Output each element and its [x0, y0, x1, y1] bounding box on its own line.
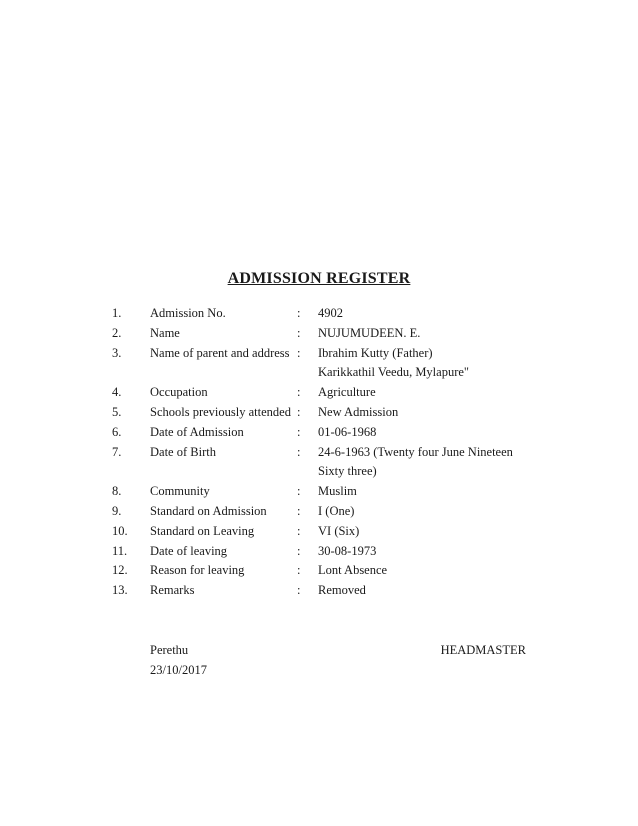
row-value: Karikkathil Veedu, Mylapure" — [318, 365, 470, 380]
row-value: Lont Absence — [318, 563, 388, 578]
row-number: 2. — [112, 325, 122, 340]
row-number: 6. — [112, 424, 122, 439]
register-row — [0, 524, 638, 544]
row-value: 01-06-1968 — [318, 424, 377, 439]
row-colon: : — [297, 306, 301, 320]
register-row — [0, 306, 638, 326]
register-row — [0, 563, 638, 583]
row-colon: : — [297, 444, 301, 459]
row-number: 3. — [112, 345, 122, 360]
row-colon: : — [297, 484, 301, 499]
row-colon: : — [297, 503, 301, 518]
row-label: Community — [150, 484, 210, 499]
row-value: Sixty three) — [318, 464, 377, 479]
row-number: 1. — [112, 306, 122, 320]
row-label: Remarks — [150, 583, 195, 598]
row-colon: : — [297, 424, 301, 439]
row-label: Schools previously attended — [150, 404, 291, 419]
register-row-continuation — [0, 365, 638, 385]
register-row-continuation — [0, 464, 638, 484]
row-label: Date of Birth — [150, 444, 216, 459]
row-value: New Admission — [318, 404, 399, 419]
row-value: Removed — [318, 583, 366, 598]
register-row — [0, 326, 638, 346]
row-number: 11. — [112, 543, 128, 558]
row-number: 8. — [112, 484, 122, 499]
register-row — [0, 583, 638, 603]
row-colon: : — [297, 404, 301, 419]
row-label: Admission No. — [150, 306, 226, 320]
register-table — [0, 306, 638, 603]
row-colon: : — [297, 325, 301, 340]
row-colon: : — [297, 523, 301, 538]
register-row — [0, 484, 638, 504]
row-colon: : — [297, 583, 301, 598]
row-value: 4902 — [318, 306, 343, 320]
row-value: Muslim — [318, 484, 357, 499]
row-colon: : — [297, 385, 301, 400]
row-number: 5. — [112, 404, 122, 419]
footer-place: Perethu — [150, 643, 189, 657]
row-label: Occupation — [150, 385, 208, 400]
row-value: VI (Six) — [318, 523, 360, 538]
row-number: 13. — [112, 583, 128, 598]
row-colon: : — [297, 345, 301, 360]
row-number: 9. — [112, 503, 122, 518]
row-number: 12. — [112, 563, 128, 578]
register-row — [0, 385, 638, 405]
register-row — [0, 544, 638, 564]
row-number: 10. — [112, 523, 128, 538]
register-row — [0, 504, 638, 524]
footer-date: 23/10/2017 — [150, 663, 207, 677]
row-value: Agriculture — [318, 385, 376, 400]
row-label: Name — [150, 325, 180, 340]
row-value: 30-08-1973 — [318, 543, 377, 558]
row-number: 7. — [112, 444, 122, 459]
footer-signatory: HEADMASTER — [440, 643, 526, 657]
footer-place-date — [150, 643, 207, 683]
register-row — [0, 405, 638, 425]
row-label: Reason for leaving — [150, 563, 245, 578]
row-value: 24-6-1963 (Twenty four June Nineteen — [318, 444, 513, 459]
register-row — [0, 425, 638, 445]
row-value: I (One) — [318, 503, 355, 518]
row-colon: : — [297, 563, 301, 578]
row-label: Standard on Admission — [150, 503, 267, 518]
row-label: Date of Admission — [150, 424, 244, 439]
row-label: Name of parent and address — [150, 345, 290, 360]
row-colon: : — [297, 543, 301, 558]
row-number: 4. — [112, 385, 122, 400]
register-row — [0, 346, 638, 366]
row-value: NUJUMUDEEN. E. — [318, 325, 421, 340]
row-value: Ibrahim Kutty (Father) — [318, 345, 433, 360]
row-label: Standard on Leaving — [150, 523, 255, 538]
document-title: ADMISSION REGISTER — [227, 270, 411, 287]
row-label: Date of leaving — [150, 543, 228, 558]
register-row — [0, 445, 638, 465]
